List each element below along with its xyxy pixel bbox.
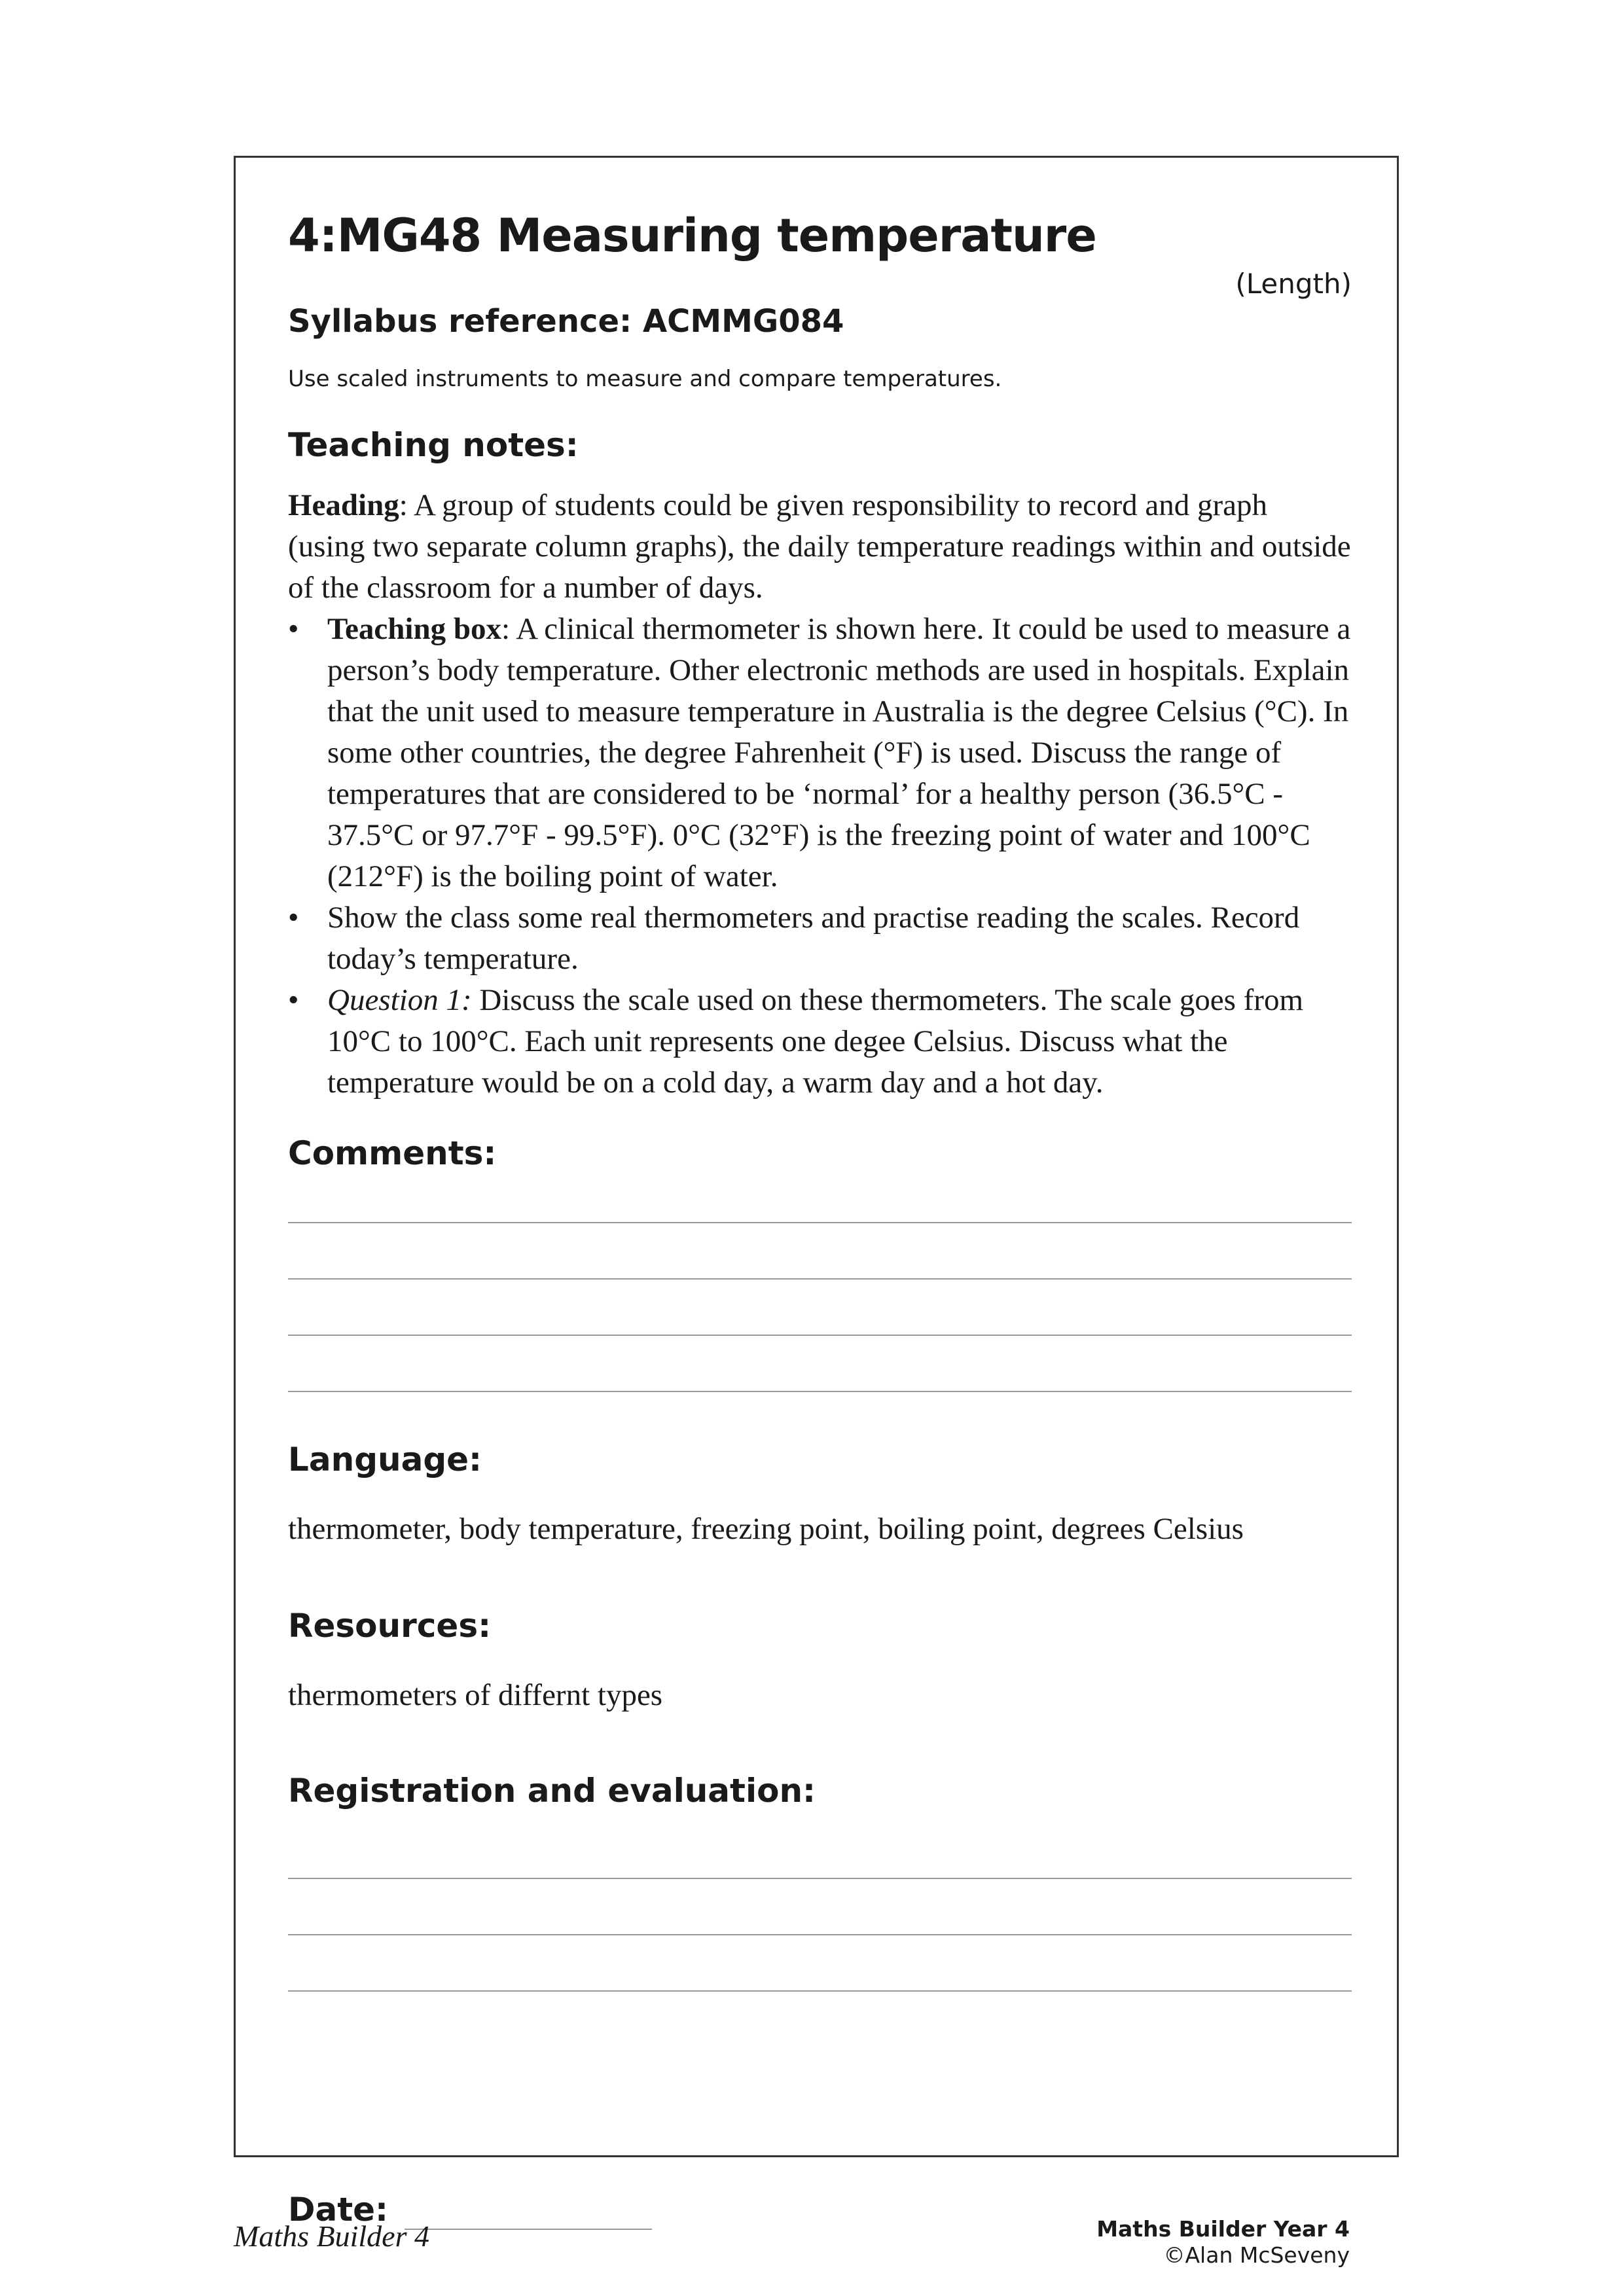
comments-line-3[interactable]	[288, 1335, 1352, 1336]
strand-tag: (Length)	[1235, 268, 1352, 300]
list-item	[288, 980, 1352, 1103]
bullet-glyph: •	[288, 983, 299, 1017]
teaching-notes-list	[288, 609, 1352, 1103]
teaching-notes-intro	[288, 485, 1352, 609]
intro-label: Heading	[288, 488, 399, 522]
teaching-notes-heading: Teaching notes:	[288, 426, 579, 464]
registration-heading: Registration and evaluation:	[288, 1772, 816, 1810]
bullet-label: Question 1:	[327, 983, 472, 1017]
comments-line-1[interactable]	[288, 1222, 1352, 1223]
language-heading: Language:	[288, 1441, 482, 1479]
footer-title: Maths Builder Year 4	[1096, 2216, 1350, 2242]
comments-line-2[interactable]	[288, 1278, 1352, 1280]
bullet-glyph: •	[288, 612, 299, 646]
syllabus-reference: Syllabus reference: ACMMG084	[288, 303, 844, 340]
registration-line-3[interactable]	[288, 1990, 1352, 1992]
registration-line-1[interactable]	[288, 1878, 1352, 1879]
syllabus-description: Use scaled instruments to measure and compare temperatures.	[288, 366, 1002, 392]
teaching-notes-body	[288, 485, 1352, 1103]
list-item	[288, 609, 1352, 897]
lesson-title: 4:MG48 Measuring temperature	[288, 209, 1096, 262]
footer-copyright: ©Alan McSeveny	[1163, 2242, 1350, 2268]
bullet-text: : A clinical thermometer is shown here. It could be used to measure a person’s body temperature. Other electronic methods are used in hospitals. Explain that the unit used to measure temperature in Australia is the degree Celsius (°C). In some other countries, the degree Fahrenheit (°F) is used. Discuss the range of temperatures that are considered to be ‘normal’ for a healthy person (36.5°C - 37.5°C or 97.7°F - 99.5°F). 0°C (32°F) is the freezing point of water and 100°C (212°F) is the boiling point of water.	[327, 612, 1351, 893]
resources-heading: Resources:	[288, 1607, 492, 1645]
date-label: Date:	[288, 2191, 389, 2229]
footer-book-name: Maths Builder 4	[234, 2219, 429, 2253]
comments-line-4[interactable]	[288, 1391, 1352, 1392]
bullet-text: Show the class some real thermometers and practise reading the scales. Record today’s temperature.	[327, 901, 1300, 976]
bullet-label: Teaching box	[327, 612, 501, 646]
comments-heading: Comments:	[288, 1134, 497, 1172]
bullet-text: Discuss the scale used on these thermometers. The scale goes from 10°C to 100°C. Each unit represents one degee Celsius. Discuss what the temperature would be on a cold day, a warm day and a hot day.	[327, 983, 1304, 1100]
language-text: thermometer, body temperature, freezing point, boiling point, degrees Celsius	[288, 1512, 1244, 1546]
resources-text: thermometers of differnt types	[288, 1678, 663, 1712]
intro-text: : A group of students could be given responsibility to record and graph (using two separate column graphs), the daily temperature readings within and outside of the classroom for a number of days.	[288, 488, 1351, 605]
registration-line-2[interactable]	[288, 1934, 1352, 1935]
list-item	[288, 897, 1352, 980]
bullet-glyph: •	[288, 901, 299, 935]
date-field-line[interactable]	[405, 2229, 652, 2230]
footer-credits	[1096, 2216, 1350, 2269]
